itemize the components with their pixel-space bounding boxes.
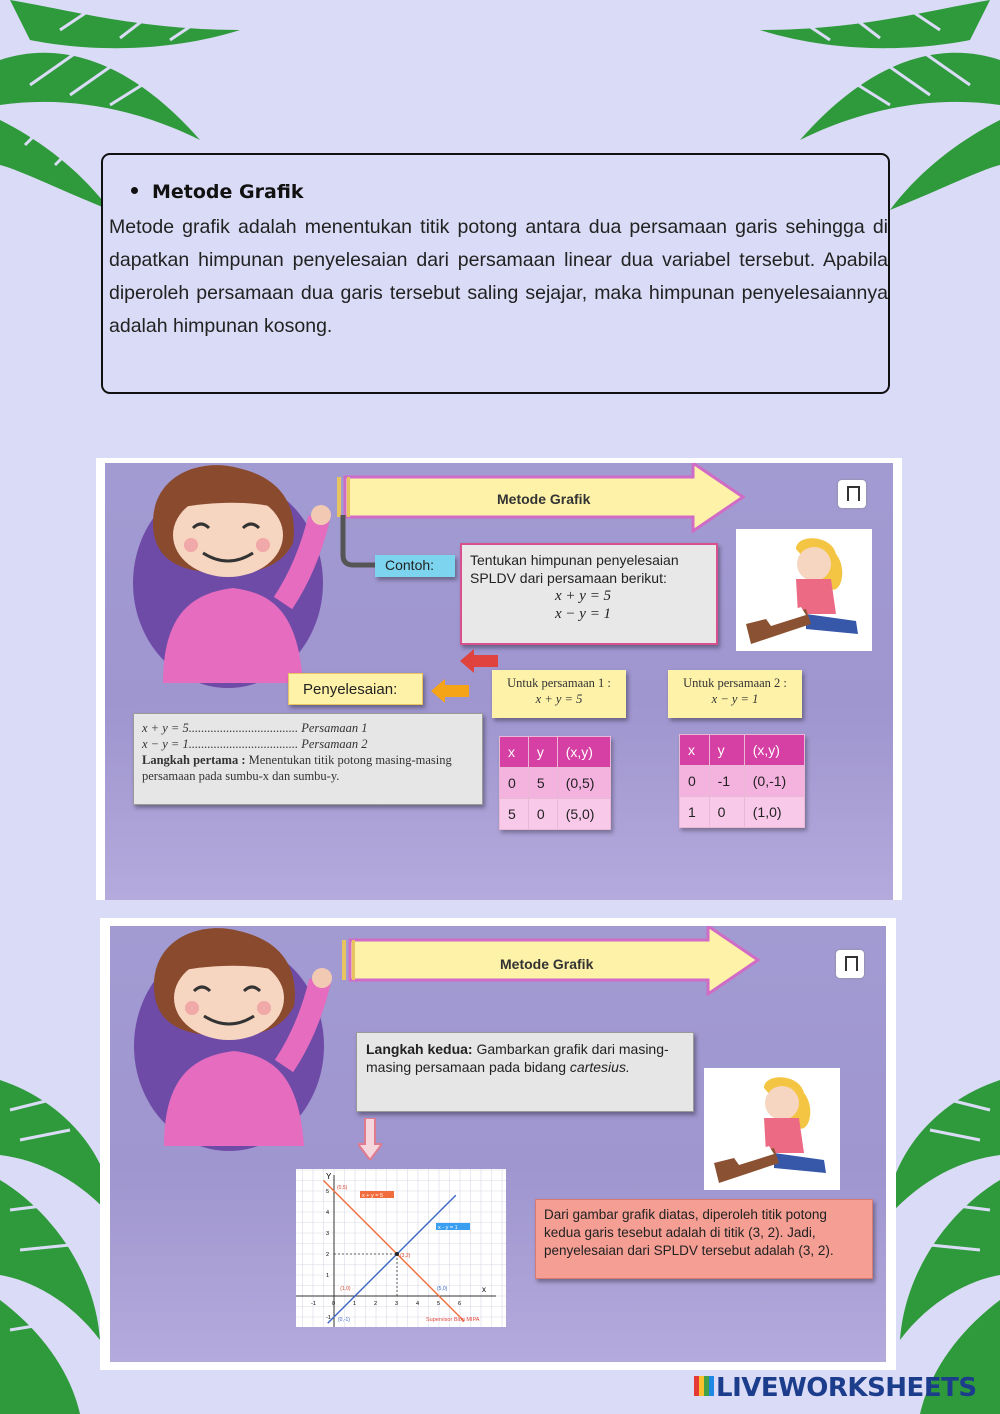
kid-writing-illustration: [736, 529, 872, 651]
graph-credit: Supervisor Blog MIPA: [426, 1317, 480, 1323]
table-row: 0 -1 (0,-1): [680, 766, 805, 797]
table-persamaan-2: x y (x,y) 0 -1 (0,-1) 1 0 (1,0): [679, 734, 805, 828]
table-row: 1 0 (1,0): [680, 797, 805, 828]
line2-label: x - y = 1: [438, 1225, 458, 1231]
intro-body: Metode grafik adalah menentukan titik potong antara dua persamaan garis sehingga di dapatkan himpunan penyelesaian dari persamaan linear dua variabel tersebut. Apabila diperoleh persamaan dua garis tersebut saling sejajar, maka himpunan penyelesaiannya adalah himpunan kosong.: [109, 216, 888, 337]
question-eq1: x + y = 5: [555, 588, 612, 604]
slide-1-canvas: [105, 463, 893, 900]
penyelesaian-label: Penyelesaian:: [288, 673, 423, 705]
bullet-icon: [131, 187, 138, 194]
point-label: (0,-1): [338, 1317, 350, 1323]
banner-title: Metode Grafik: [500, 956, 594, 972]
table-row: 5 0 (5,0): [500, 799, 611, 830]
table-persamaan-1: x y (x,y) 0 5 (0,5) 5 0 (5,0): [499, 736, 611, 830]
slide-1: [96, 458, 902, 900]
banner-title: Metode Grafik: [497, 491, 591, 507]
x-tick-label: 6: [458, 1301, 462, 1307]
x-tick-label: 3: [395, 1301, 399, 1307]
question-box: Tentukan himpunan penyelesaian SPLDV dari persamaan berikut: x + y = 5 x − y = 1: [460, 543, 718, 645]
question-eq2: x − y = 1: [555, 606, 612, 622]
orange-arrow-left-icon: [431, 679, 471, 703]
y-tick-label: 3: [326, 1231, 330, 1237]
x-tick-label: -1: [311, 1301, 316, 1307]
point-label: (0,5): [337, 1185, 348, 1191]
graph-svg: [296, 1169, 506, 1327]
y-tick-label: 5: [326, 1189, 330, 1195]
liveworksheets-watermark: LIVEWORKSHEETS: [694, 1373, 977, 1403]
y-axis-label: Y: [326, 1172, 332, 1181]
intro-text-box: [101, 153, 890, 394]
bookmark-icon: [845, 956, 858, 971]
bookmark-icon: [847, 486, 860, 501]
teacher-girl-illustration: [123, 463, 348, 688]
x-tick-label: 0: [332, 1301, 336, 1307]
x-tick-label: 2: [374, 1301, 378, 1307]
line1-label: x + y = 5: [362, 1193, 384, 1199]
point-label: (3,2): [400, 1253, 411, 1259]
bookmark-button[interactable]: [836, 950, 864, 978]
y-tick-label: -1: [326, 1315, 331, 1321]
x-tick-label: 1: [353, 1301, 357, 1307]
point-label: (1,0): [340, 1286, 351, 1292]
table-row: 0 5 (0,5): [500, 768, 611, 799]
palm-leaf-bottom-right: [880, 1080, 1000, 1414]
contoh-label: Contoh:: [375, 555, 455, 577]
bookmark-button[interactable]: [838, 480, 866, 508]
liveworksheets-logo-icon: [694, 1376, 714, 1396]
teacher-girl-illustration: [124, 926, 349, 1151]
y-tick-label: 4: [326, 1210, 330, 1216]
intersection-point: [395, 1252, 399, 1256]
y-tick-label: 1: [326, 1273, 330, 1279]
x-tick-label: 5: [437, 1301, 441, 1307]
equation-1-box: Untuk persamaan 1 : x + y = 5: [492, 670, 626, 718]
slide-2-canvas: [110, 926, 886, 1362]
step-two-box: Langkah kedua: Gambarkan grafik dari masing-masing persamaan pada bidang cartesius.: [356, 1032, 694, 1112]
x-axis-label: x: [482, 1285, 486, 1294]
cartesian-graph: [296, 1169, 506, 1327]
point-label: (5,0): [437, 1286, 448, 1292]
step-one-box: x + y = 5................................... Persamaan 1 x − y = 1................................... Persamaan 2 Langkah pertama : Menentukan titik potong masing-masing persamaan pada sumbu-x dan sumbu-y.: [133, 713, 483, 805]
x-tick-label: 4: [416, 1301, 420, 1307]
equation-2-box: Untuk persamaan 2 : x − y = 1: [668, 670, 802, 718]
kid-writing-illustration: [704, 1068, 840, 1190]
slide-2: [100, 918, 896, 1370]
down-arrow-icon: [358, 1118, 382, 1160]
conclusion-box: Dari gambar grafik diatas, diperoleh titik potong kedua garis tesebut adalah di titik (3, 2). Jadi, penyelesaian dari SPLDV tersebut adalah (3, 2).: [535, 1199, 873, 1279]
y-tick-label: 2: [326, 1252, 330, 1258]
intro-heading: Metode Grafik: [131, 181, 304, 203]
